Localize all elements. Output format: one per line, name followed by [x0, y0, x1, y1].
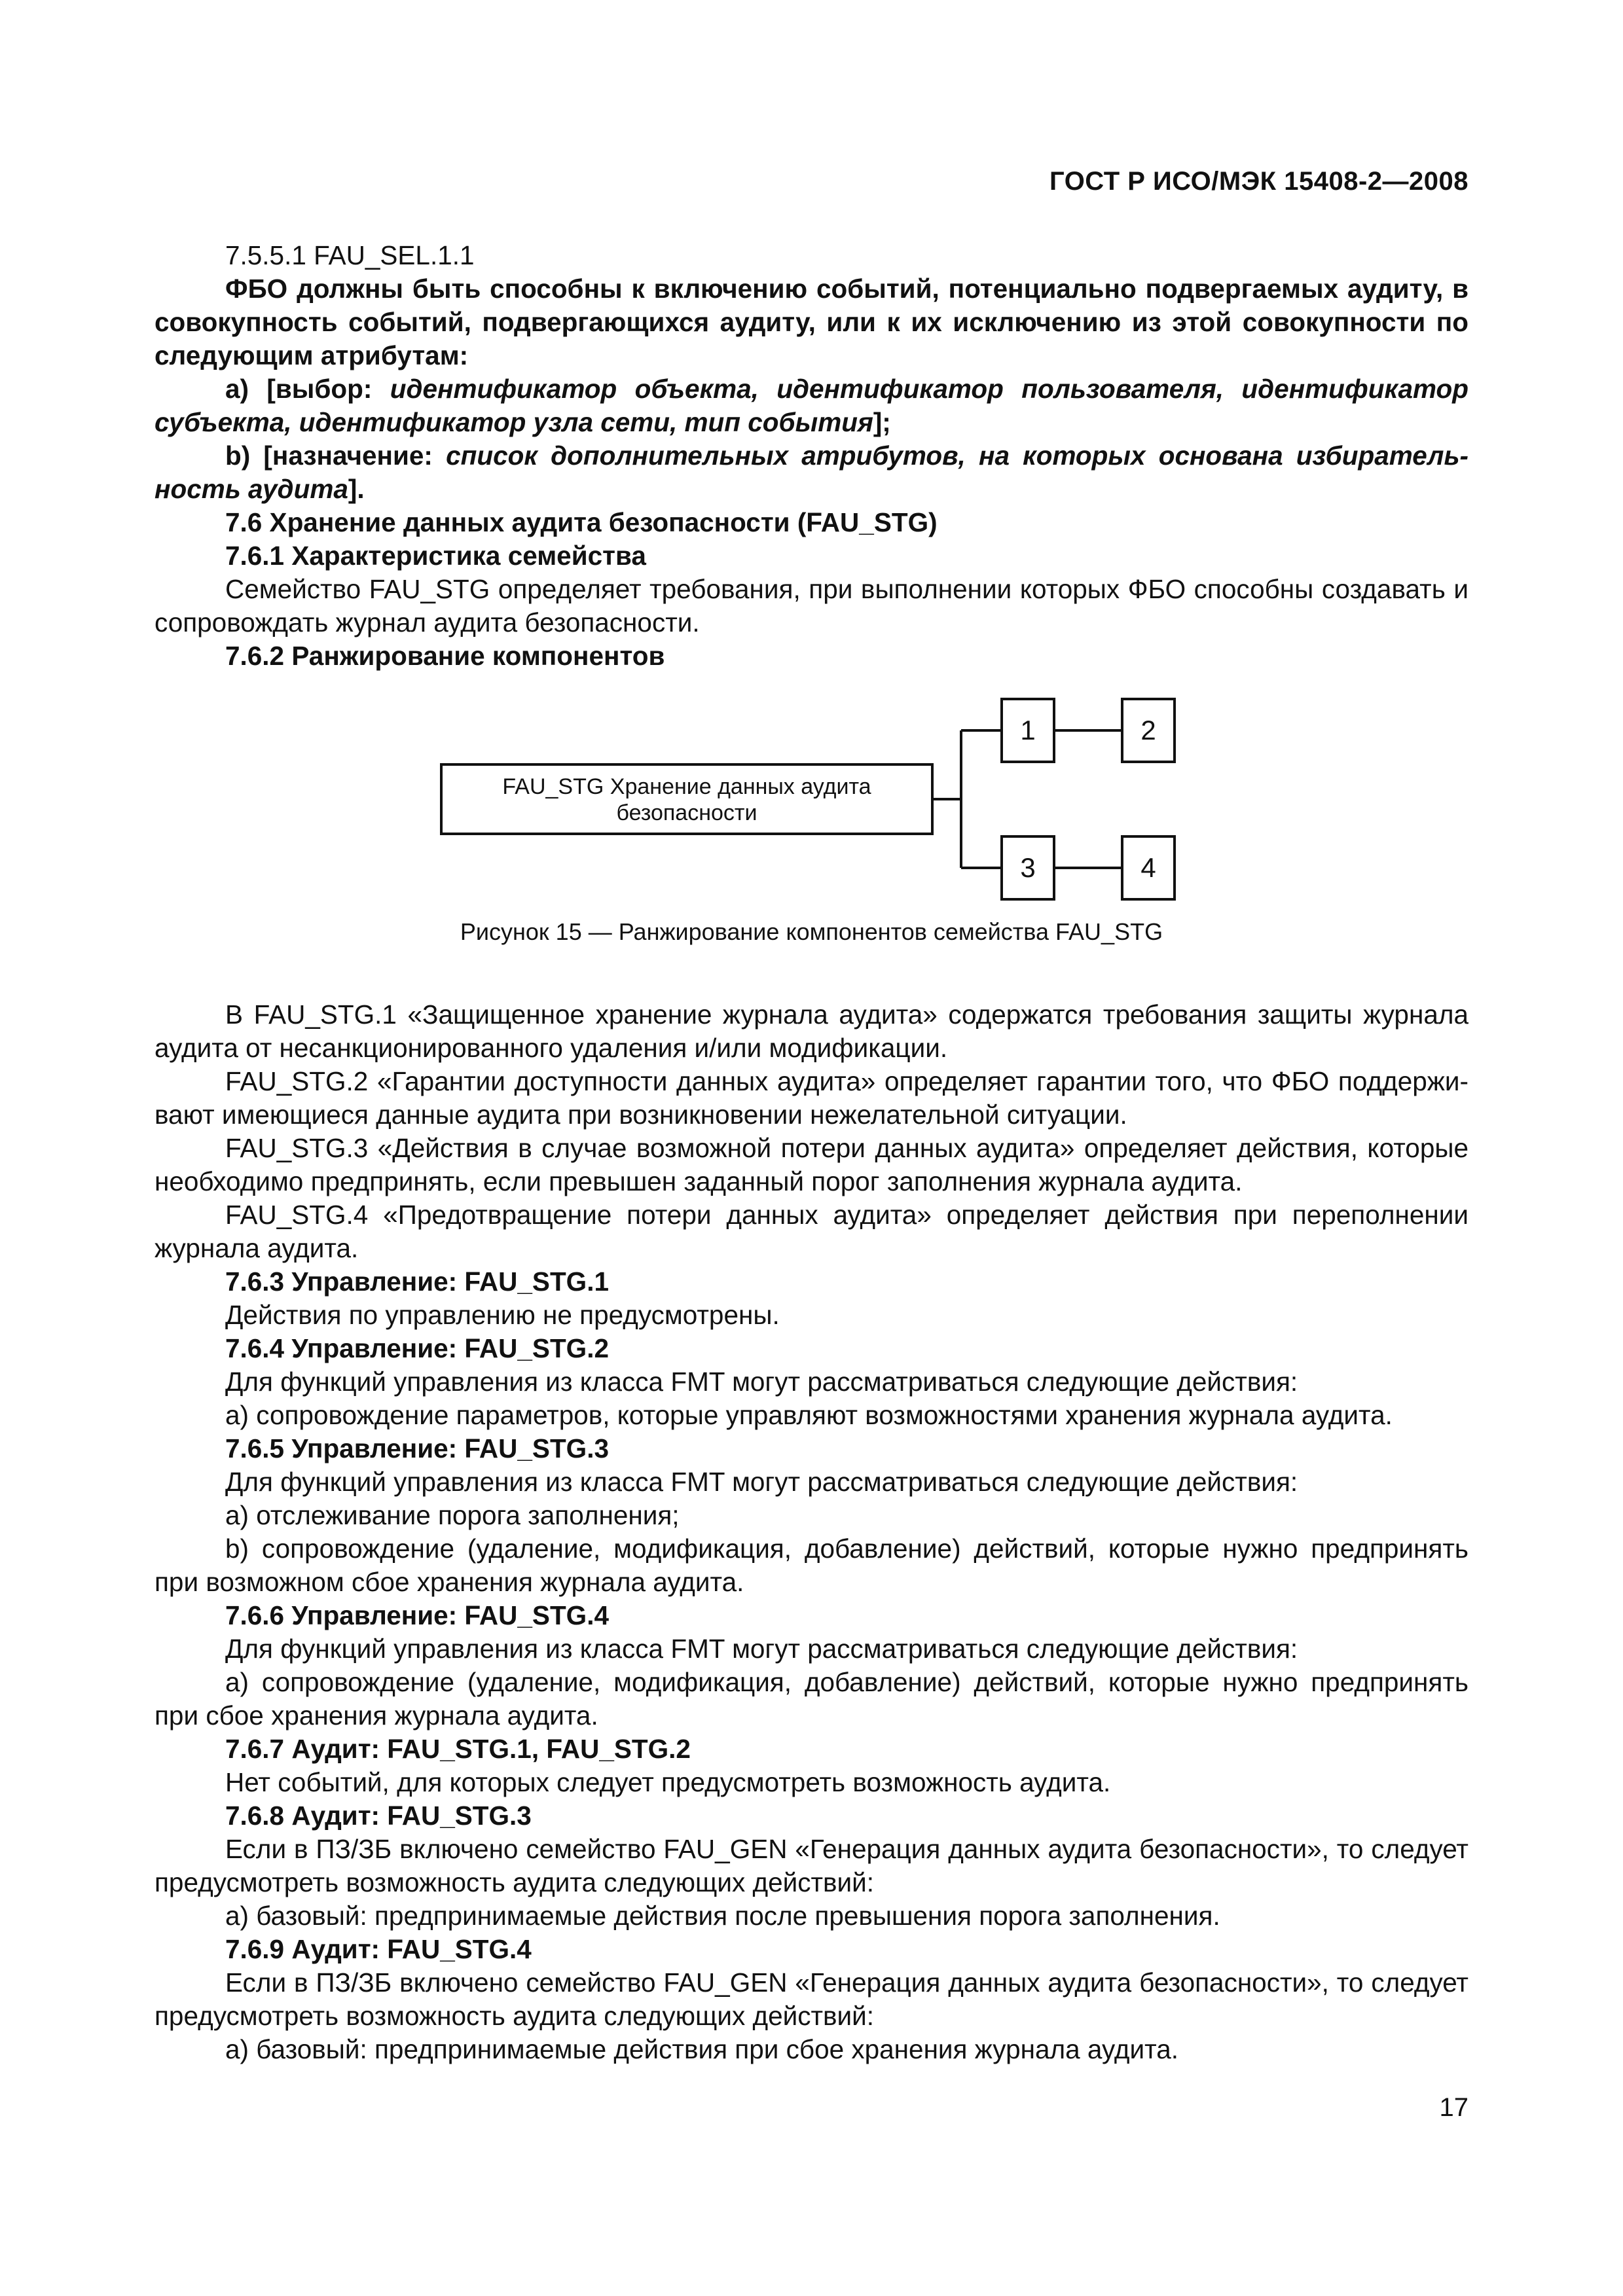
- section-text-769: Если в ПЗ/ЗБ включено семейство FAU_GEN «Генерация данных аудита безопасности», то следует предусмотреть возможность аудита следующих действий:: [155, 1967, 1468, 2031]
- section-text-761: Семейство FAU_STG определяет требования, при выполнении которых ФБО способны создавать и сопровождать журнал аудита безопасности.: [155, 574, 1468, 637]
- figure-caption: Рисунок 15 — Ранжирование компонентов семейства FAU_STG: [460, 918, 1163, 945]
- section-title-767: 7.6.7 Аудит: FAU_STG.1, FAU_STG.2: [225, 1734, 691, 1764]
- lower-text-block: [155, 998, 1468, 2066]
- item-b-suffix: ].: [348, 474, 365, 504]
- section-item-764-a: a) сопровождение параметров, которые управляют возможностями хранения журнала аудита.: [225, 1400, 1393, 1430]
- section-title-768: 7.6.8 Аудит: FAU_STG.3: [225, 1801, 532, 1831]
- section-title-7551: 7.5.5.1 FAU_SEL.1.1: [225, 240, 475, 270]
- requirement-item-b: [155, 439, 1468, 506]
- section-text-768: Если в ПЗ/ЗБ включено семейство FAU_GEN «Генерация данных аудита безопасности», то следует предусмотреть возможность аудита следующих действий:: [155, 1834, 1468, 1897]
- section-title-761: 7.6.1 Характеристика семейства: [225, 541, 646, 571]
- section-title-769: 7.6.9 Аудит: FAU_STG.4: [225, 1934, 532, 1964]
- section-item-765-b: b) сопровождение (удаление, модификация, добавление) действий, которые нужно предпринять при возможном сбое хранения журнала аудита.: [155, 1534, 1468, 1597]
- component-desc-stg1: В FAU_STG.1 «Защищенное хранение журнала аудита» содержатся требования защиты журнала аудита от несанкционированного удаления и/или модификации.: [155, 999, 1468, 1063]
- requirement-item-a: [155, 372, 1468, 439]
- section-intro-765: Для функций управления из класса FMT могут рассматриваться следующие действия:: [225, 1467, 1298, 1497]
- requirement-text: ФБО должны быть способны к включению событий, потенциально подвергаемых аудиту, в совокупность событий, подвергающихся аудиту, или к их исключению из этой совокупности по следующим атрибутам:: [155, 274, 1468, 370]
- section-text-767: Нет событий, для которых следует предусмотреть возможность аудита.: [225, 1767, 1111, 1797]
- section-text-763: Действия по управлению не предусмотрены.: [225, 1300, 780, 1330]
- section-item-769-a: a) базовый: предпринимаемые действия при сбое хранения журнала аудита.: [225, 2034, 1179, 2064]
- section-title-764: 7.6.4 Управление: FAU_STG.2: [225, 1333, 609, 1363]
- family-box-label-line2: безопасности: [616, 800, 757, 825]
- section-item-768-a: a) базовый: предпринимаемые действия после превышения порога заполнения.: [225, 1901, 1220, 1931]
- document-header: ГОСТ Р ИСО/МЭК 15408-2—2008: [1049, 167, 1468, 196]
- section-title-766: 7.6.6 Управление: FAU_STG.4: [225, 1600, 609, 1630]
- section-title-763: 7.6.3 Управление: FAU_STG.1: [225, 1266, 609, 1297]
- section-title-76: 7.6 Хранение данных аудита безопасности (FAU_STG): [225, 507, 938, 537]
- component-desc-stg4: FAU_STG.4 «Предотвращение потери данных аудита» определяет действия при переполнении журнала аудита.: [155, 1200, 1468, 1263]
- item-b-italic: список дополнительных атрибутов, на которых основана избирательность аудита: [155, 440, 1468, 504]
- item-a-prefix: a) [выбор:: [225, 374, 390, 404]
- component-desc-stg3: FAU_STG.3 «Действия в случае возможной потери данных аудита» определяет действия, которые необходимо предпринять, если превышен заданный порог заполнения журнала аудита.: [155, 1133, 1468, 1196]
- item-b-prefix: b) [назначение:: [225, 440, 447, 471]
- section-intro-764: Для функций управления из класса FMT могут рассматриваться следующие действия:: [225, 1367, 1298, 1397]
- section-title-762: 7.6.2 Ранжирование компонентов: [225, 641, 665, 671]
- component-label-1: 1: [1020, 715, 1036, 745]
- section-intro-766: Для функций управления из класса FMT могут рассматриваться следующие действия:: [225, 1634, 1298, 1664]
- component-label-4: 4: [1140, 852, 1156, 883]
- component-label-3: 3: [1020, 852, 1036, 883]
- component-label-2: 2: [1140, 715, 1156, 745]
- section-item-766-a: a) сопровождение (удаление, модификация, добавление) действий, которые нужно предпринять при сбое хранения журнала аудита.: [155, 1667, 1468, 1731]
- section-title-765: 7.6.5 Управление: FAU_STG.3: [225, 1433, 609, 1463]
- component-desc-stg2: FAU_STG.2 «Гарантии доступности данных аудита» определяет гарантии того, что ФБО поддерживают имеющиеся данные аудита при возникновении нежелательной ситуации.: [155, 1066, 1468, 1130]
- upper-text-block: [155, 239, 1468, 673]
- section-item-765-a: a) отслеживание порога заполнения;: [225, 1500, 680, 1530]
- item-a-italic: идентификатор объекта, идентификатор пользователя, идентификатор субъекта, идентификатор узла сети, тип события: [155, 374, 1468, 437]
- family-box-label-line1: FAU_STG Хранение данных аудита: [502, 774, 871, 799]
- item-a-suffix: ];: [873, 407, 891, 437]
- page-number: 17: [1439, 2093, 1468, 2122]
